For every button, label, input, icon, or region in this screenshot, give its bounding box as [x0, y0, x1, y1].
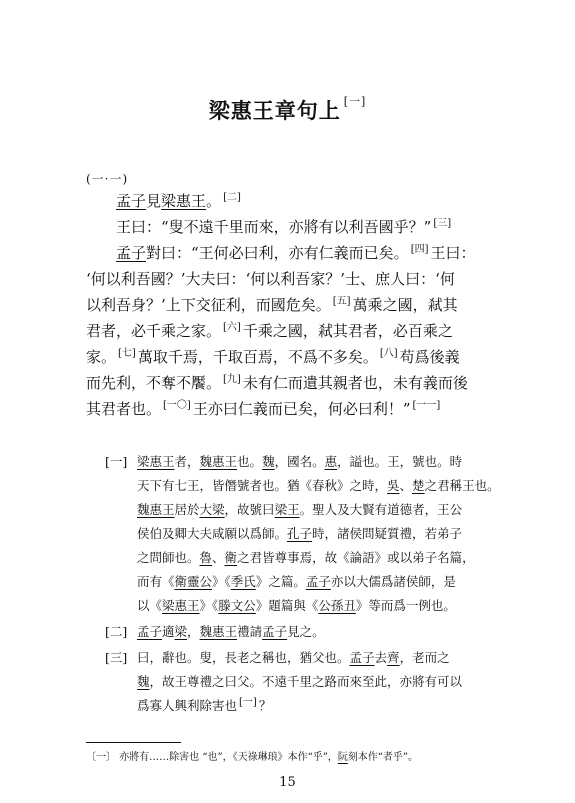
proper-noun: 大梁	[199, 502, 225, 517]
proper-noun: 惠	[324, 454, 338, 469]
note-marker: [四]	[410, 244, 429, 255]
text-run: 〔一〕 亦將有……除害也 “也”，《天祿琳琅》本作“乎”，	[86, 752, 338, 763]
proper-noun: 孟子	[116, 192, 147, 210]
note-line	[137, 670, 500, 694]
text-run: ‘何以利吾國？’大夫曰：‘何以利吾家？’士、庶人曰：‘何	[86, 270, 455, 288]
text-run: 以利吾身？’上下交征利，而國危矣。	[86, 296, 331, 314]
text-run: 之問師也。	[137, 550, 200, 565]
proper-noun: 梁惠王	[137, 454, 175, 469]
note-line	[137, 570, 500, 594]
note-marker: [九]	[223, 374, 241, 385]
text-run: 》《	[212, 574, 231, 589]
text-run: 萬乘之國，弒其	[352, 296, 458, 314]
text-run: 》等而爲一例也。	[355, 598, 456, 613]
text-run: 適	[162, 624, 175, 639]
text-run: 未有仁而遺其親者也，未有義而後	[242, 374, 468, 392]
text-run: 對曰：“王何必曰利，亦有仁義而已矣。	[146, 244, 409, 262]
note-marker: [六]	[223, 322, 241, 333]
text-run: 、	[212, 550, 225, 565]
proper-noun: 魯	[199, 550, 213, 565]
text-run: 之君皆尊事焉，故《論語》或以弟子名篇，	[237, 550, 475, 565]
proper-noun: 魏	[262, 454, 275, 469]
text-run: 千乘之國，弒其君者，必百乘之	[242, 322, 453, 340]
text-run: 、	[399, 478, 413, 493]
proper-noun: 阮	[337, 752, 348, 763]
proper-noun: 魏	[137, 674, 150, 689]
text-run: 侯伯及卿大夫咸願以爲師。	[137, 526, 288, 541]
proper-noun: 孔子	[287, 526, 313, 541]
proper-noun: 梁惠王	[161, 192, 207, 210]
text-run: ？	[258, 698, 272, 713]
text-run: 君者，必千乘之家。	[86, 322, 222, 340]
proper-noun: 孟子	[137, 624, 163, 639]
text-run: 》題篇與《	[255, 598, 319, 613]
note-marker: [八]	[379, 348, 398, 359]
proper-noun: 魏惠王	[137, 502, 175, 517]
note-item-marker: [一]	[105, 454, 128, 469]
note-line	[137, 694, 500, 718]
text-run: 見	[146, 192, 162, 210]
main-text-line	[86, 396, 496, 422]
note-marker: [三]	[433, 218, 452, 229]
text-run: 王亦曰仁義而已矣，何必曰利！”	[192, 400, 411, 418]
proper-noun: 孟子	[349, 650, 375, 665]
text-run: 王曰：	[430, 244, 476, 262]
text-run: ，故號曰	[224, 502, 275, 517]
text-run: 刻本作“者乎”。	[347, 752, 419, 763]
note-line	[137, 474, 500, 498]
note-marker: [七]	[118, 348, 136, 359]
proper-noun: 衛	[224, 550, 238, 565]
proper-noun: 孟子	[305, 574, 331, 589]
text-run: 而有《	[137, 574, 175, 589]
proper-noun: 楚	[412, 478, 425, 493]
note-line	[137, 646, 500, 670]
text-run: 苟爲後義	[399, 348, 460, 366]
text-run: 》之篇。	[255, 574, 306, 589]
text-run: 曰，辭也。叟，長老之稱也，猶父也。	[137, 650, 350, 665]
page-number: 15	[279, 775, 296, 790]
main-text-line	[86, 370, 496, 396]
text-run: 時，諸侯問疑質禮，若弟子	[312, 526, 463, 541]
note-item-marker: [三]	[105, 650, 128, 665]
text-run: 天下有七王，皆僭號者也。猶《春秋》之時，	[137, 478, 388, 493]
footnote	[86, 748, 506, 763]
main-text-line	[86, 266, 496, 292]
text-run: 亦以大儒爲諸侯師，是	[330, 574, 456, 589]
text-run: ，謚也。王，號也。時	[337, 454, 463, 469]
text-run: 見之。	[287, 624, 325, 639]
text-run: 去	[374, 650, 388, 665]
proper-noun: 孟子	[116, 244, 147, 262]
main-text-line	[86, 214, 496, 240]
text-run: 者，	[174, 454, 200, 469]
footnote-divider	[86, 742, 181, 743]
main-text	[86, 188, 496, 422]
note-item-marker: [二]	[105, 624, 128, 639]
text-run: ，老而之	[399, 650, 450, 665]
proper-noun: 齊	[387, 650, 400, 665]
text-run: ，國名。	[274, 454, 325, 469]
note-line	[137, 450, 500, 474]
text-run: 萬取千焉，千取百焉，不爲不多矣。	[137, 348, 378, 366]
main-text-line	[86, 292, 496, 318]
proper-noun: 滕文公	[218, 598, 256, 613]
chapter-title-text: 梁惠王章句上	[208, 98, 341, 123]
proper-noun: 魏惠王	[199, 454, 238, 469]
proper-noun: 魏惠王	[199, 624, 238, 639]
text-run: 。	[206, 192, 222, 210]
main-text-line	[86, 240, 496, 266]
text-run: 其君者也。	[86, 400, 162, 418]
note-line	[137, 522, 500, 546]
section-number: (一·一)	[86, 172, 129, 186]
text-run: 也。	[237, 454, 263, 469]
note-marker: [一]	[239, 697, 257, 708]
text-run: 而先利，不奪不饜。	[86, 374, 222, 392]
main-text-line	[86, 318, 496, 344]
text-run: 爲寡人興利除害也	[137, 698, 238, 713]
note-marker: [一〇]	[163, 400, 191, 411]
note-item	[105, 450, 500, 618]
note-marker: [一一]	[412, 400, 441, 411]
note-item	[105, 620, 500, 644]
proper-noun: 季氏	[230, 574, 256, 589]
text-run: 。聖人及大賢有道德者，王公	[299, 502, 463, 517]
note-line	[137, 546, 500, 570]
text-run: 王曰：“叟不遠千里而來，亦將有以利吾國乎？”	[116, 218, 432, 236]
text-run: ，故王尊禮之曰父。不遠千里之路而來至此，亦將有可以	[149, 674, 463, 689]
main-text-line	[86, 344, 496, 370]
text-run: 之君稱王也。	[424, 478, 500, 493]
proper-noun: 衛靈公	[174, 574, 213, 589]
chapter-title	[0, 95, 575, 125]
text-run: 家。	[86, 348, 117, 366]
note-marker: [二]	[223, 192, 241, 203]
note-marker: [五]	[332, 296, 351, 307]
proper-noun: 孟子	[262, 624, 288, 639]
chapter-title-note: [一]	[343, 95, 367, 108]
main-text-line	[86, 188, 496, 214]
note-item	[105, 646, 500, 718]
proper-noun: 吳	[387, 478, 400, 493]
proper-noun: 梁惠王	[162, 598, 200, 613]
text-run: ，	[187, 624, 200, 639]
commentary-notes	[105, 450, 500, 720]
proper-noun: 梁	[174, 624, 188, 639]
note-line	[137, 594, 500, 618]
proper-noun: 公孫丑	[318, 598, 356, 613]
text-run: 居於	[174, 502, 200, 517]
note-line	[137, 498, 500, 522]
note-line	[137, 620, 500, 644]
text-run: 禮請	[237, 624, 263, 639]
proper-noun: 梁王	[274, 502, 300, 517]
text-run: 以《	[137, 598, 163, 613]
text-run: 》《	[199, 598, 219, 613]
